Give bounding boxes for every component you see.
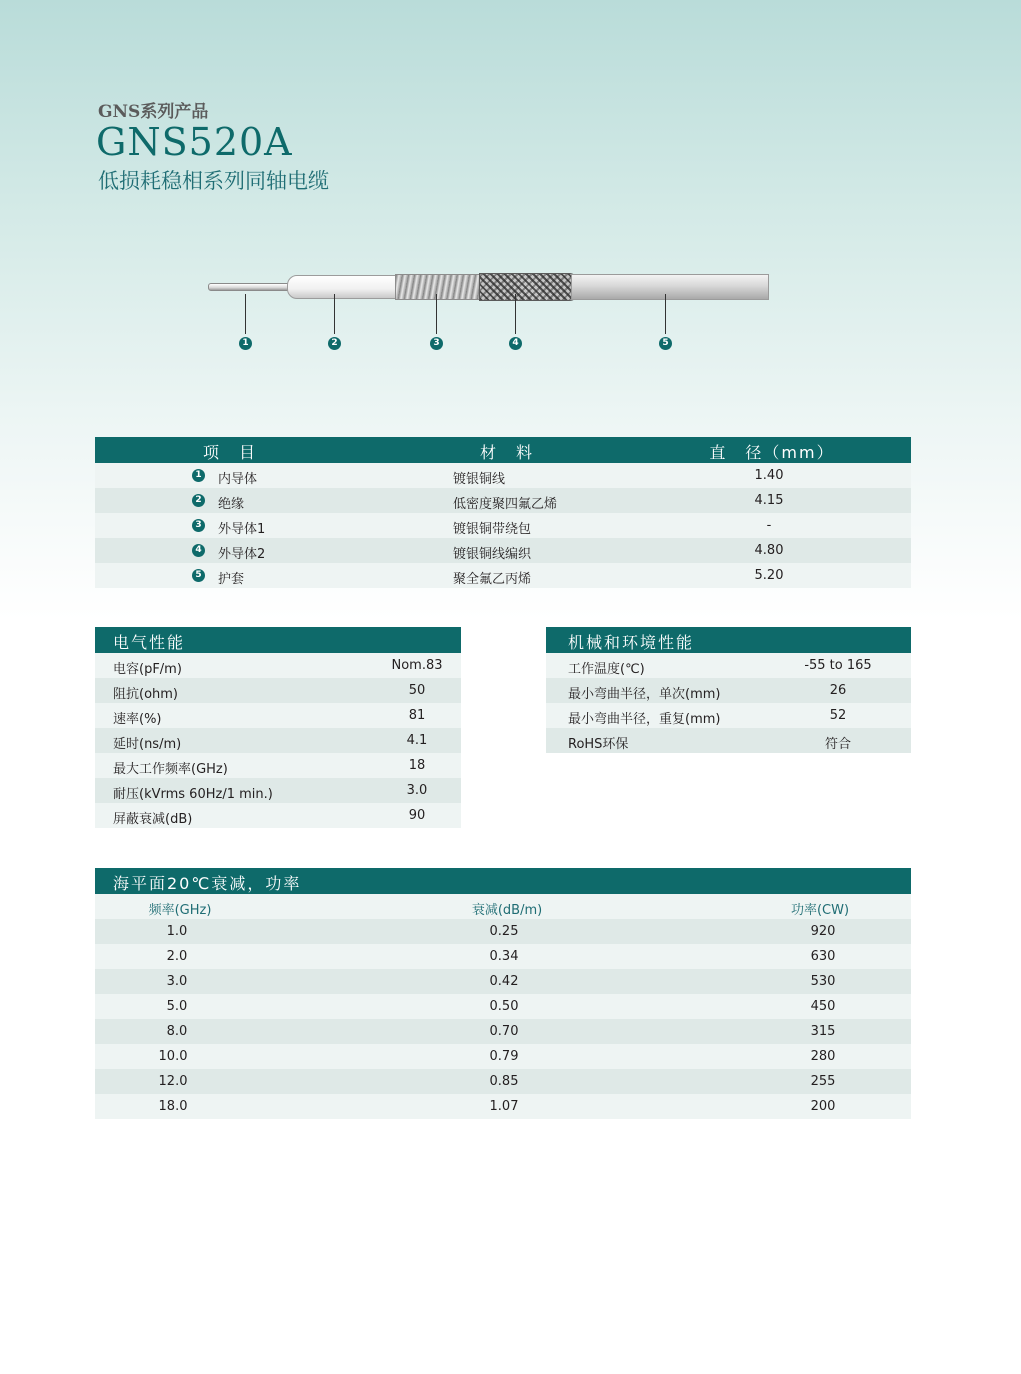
table-row — [95, 919, 911, 944]
attenuation-cell: 1.07 — [489, 1099, 519, 1114]
property-value: 18 — [408, 758, 426, 773]
property-value: 3.0 — [406, 783, 428, 798]
power-cell: 450 — [810, 999, 836, 1014]
property-value: -55 to 165 — [804, 658, 872, 673]
callout-number: 4 — [509, 337, 522, 350]
electrical-table-header — [95, 627, 461, 653]
frequency-cell: 5.0 — [166, 999, 188, 1014]
attenuation-cell: 0.85 — [489, 1074, 519, 1089]
item-cell: 外导体1 — [218, 522, 266, 537]
table-row — [546, 678, 911, 703]
header-power: 功率(CW) — [790, 903, 850, 918]
electrical-table-body — [95, 653, 461, 828]
construction-table-header — [95, 437, 911, 463]
cable-diagram — [205, 270, 775, 360]
power-cell: 630 — [810, 949, 836, 964]
outer-conductor-tape-illustration — [395, 274, 483, 300]
table-row — [95, 1069, 911, 1094]
table-row — [95, 563, 911, 588]
product-subtitle: 低损耗稳相系列同轴电缆 — [98, 169, 329, 193]
header-material: 材 料 — [479, 443, 535, 462]
item-cell: 内导体 — [218, 472, 258, 487]
property-value: 4.1 — [406, 733, 428, 748]
property-label: 速率(%) — [113, 712, 162, 727]
attenuation-cell: 0.25 — [489, 924, 519, 939]
property-label: RoHS环保 — [568, 737, 629, 752]
row-number-badge: 3 — [192, 519, 205, 532]
table-row — [95, 513, 911, 538]
power-cell: 280 — [810, 1049, 836, 1064]
power-cell: 200 — [810, 1099, 836, 1114]
power-cell: 920 — [810, 924, 836, 939]
insulation-illustration — [287, 275, 402, 299]
row-number-badge: 5 — [192, 569, 205, 582]
frequency-cell: 8.0 — [166, 1024, 188, 1039]
table-row — [95, 778, 461, 803]
property-value: 81 — [408, 708, 426, 723]
table-row — [95, 538, 911, 563]
frequency-cell: 1.0 — [166, 924, 188, 939]
construction-table — [95, 437, 911, 588]
table-row — [95, 678, 461, 703]
table-row — [546, 703, 911, 728]
frequency-cell: 12.0 — [158, 1074, 188, 1089]
callout-number: 2 — [328, 337, 341, 350]
series-label: GNS系列产品 — [98, 102, 209, 122]
callout-leader — [515, 294, 516, 334]
table-row — [95, 653, 461, 678]
attenuation-title: 海平面20℃衰减，功率 — [113, 874, 302, 893]
material-cell: 镀银铜线编织 — [453, 547, 532, 562]
property-label: 阻抗(ohm) — [113, 687, 179, 702]
jacket-illustration — [571, 274, 769, 300]
table-row — [546, 728, 911, 753]
material-cell: 聚全氟乙丙烯 — [453, 572, 532, 587]
attenuation-cell: 0.70 — [489, 1024, 519, 1039]
table-row — [95, 1044, 911, 1069]
table-row — [95, 488, 911, 513]
diameter-cell: 4.80 — [754, 543, 784, 558]
table-row — [95, 703, 461, 728]
header-attenuation: 衰减(dB/m) — [471, 903, 543, 918]
row-number-badge: 4 — [192, 544, 205, 557]
callout-leader — [334, 294, 335, 334]
table-row — [95, 728, 461, 753]
item-cell: 外导体2 — [218, 547, 266, 562]
table-row — [95, 753, 461, 778]
attenuation-cell: 0.42 — [489, 974, 519, 989]
row-number-badge: 2 — [192, 494, 205, 507]
property-label: 工作温度(℃) — [568, 662, 645, 677]
product-model: GNS520A — [96, 120, 293, 164]
header-frequency: 频率(GHz) — [148, 903, 212, 918]
frequency-cell: 10.0 — [158, 1049, 188, 1064]
attenuation-table-body — [95, 894, 911, 1119]
attenuation-cell: 0.34 — [489, 949, 519, 964]
table-row — [95, 994, 911, 1019]
electrical-table — [95, 627, 461, 828]
mechanical-title: 机械和环境性能 — [568, 633, 695, 652]
property-value: 26 — [829, 683, 847, 698]
frequency-cell: 2.0 — [166, 949, 188, 964]
property-label: 电容(pF/m) — [113, 662, 182, 677]
diameter-cell: 1.40 — [754, 468, 784, 483]
attenuation-cell: 0.79 — [489, 1049, 519, 1064]
table-row — [95, 944, 911, 969]
diameter-cell: - — [766, 518, 772, 533]
property-label: 最大工作频率(GHz) — [113, 762, 228, 777]
callout-leader — [245, 294, 246, 334]
table-row — [546, 653, 911, 678]
property-label: 耐压(kVrms 60Hz/1 min.) — [113, 787, 273, 802]
table-row — [95, 1019, 911, 1044]
frequency-cell: 3.0 — [166, 974, 188, 989]
attenuation-table-header — [95, 868, 911, 894]
table-row — [95, 803, 461, 828]
material-cell: 低密度聚四氟乙烯 — [453, 497, 558, 512]
inner-conductor-illustration — [208, 283, 296, 291]
outer-conductor-braid-illustration — [479, 273, 579, 301]
property-value: 90 — [408, 808, 426, 823]
property-value: 50 — [408, 683, 426, 698]
frequency-cell: 18.0 — [158, 1099, 188, 1114]
property-value: 52 — [829, 708, 847, 723]
header-item: 项 目 — [202, 443, 258, 462]
power-cell: 255 — [810, 1074, 836, 1089]
row-number-badge: 1 — [192, 469, 205, 482]
callout-leader — [665, 294, 666, 334]
diameter-cell: 4.15 — [754, 493, 784, 508]
column-header-row — [95, 894, 911, 919]
property-label: 最小弯曲半径，重复(mm) — [568, 712, 721, 727]
callout-number: 5 — [659, 337, 672, 350]
item-cell: 绝缘 — [218, 497, 245, 512]
attenuation-table — [95, 868, 911, 1119]
mechanical-table-body — [546, 653, 911, 753]
table-row — [95, 1094, 911, 1119]
material-cell: 镀银铜带绕包 — [453, 522, 532, 537]
item-cell: 护套 — [218, 572, 245, 587]
property-value: 符合 — [824, 737, 852, 752]
construction-table-body — [95, 463, 911, 588]
callout-number: 3 — [430, 337, 443, 350]
property-value: Nom.83 — [391, 658, 443, 673]
callout-number: 1 — [239, 337, 252, 350]
property-label: 最小弯曲半径，单次(mm) — [568, 687, 721, 702]
diameter-cell: 5.20 — [754, 568, 784, 583]
material-cell: 镀银铜线 — [453, 472, 506, 487]
header-diameter: 直 径（mm） — [709, 443, 835, 462]
property-label: 延时(ns/m) — [113, 737, 182, 752]
power-cell: 315 — [810, 1024, 836, 1039]
table-row — [95, 463, 911, 488]
mechanical-table — [546, 627, 911, 753]
attenuation-cell: 0.50 — [489, 999, 519, 1014]
property-label: 屏蔽衰减(dB) — [113, 812, 193, 827]
mechanical-table-header — [546, 627, 911, 653]
power-cell: 530 — [810, 974, 836, 989]
electrical-title: 电气性能 — [113, 633, 186, 652]
table-row — [95, 969, 911, 994]
callout-leader — [436, 294, 437, 334]
